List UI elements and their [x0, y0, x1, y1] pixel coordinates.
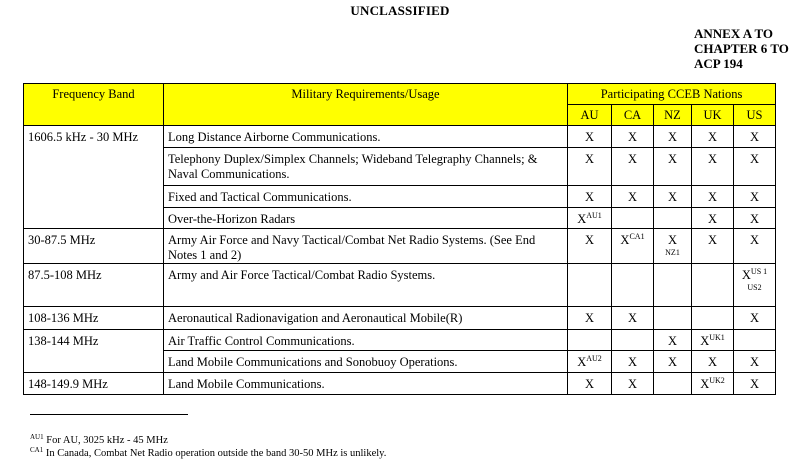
usage-cell: Fixed and Tactical Communications. — [164, 186, 568, 208]
participation-mark: X — [750, 212, 760, 226]
header-frequency-band: Frequency Band — [24, 84, 164, 126]
nation-cell-nz — [654, 307, 692, 330]
participation-mark: X — [750, 377, 760, 391]
nation-cell-uk — [692, 264, 734, 307]
table-row — [24, 373, 776, 395]
footnote-reference: AU1 — [586, 211, 602, 220]
participation-mark: X — [750, 152, 760, 166]
participation-mark: X — [700, 377, 710, 391]
participation-mark: X — [584, 377, 595, 391]
footnote-reference: US 1 — [750, 267, 768, 276]
participation-mark: X — [750, 355, 760, 369]
participation-mark: X — [584, 190, 595, 204]
nation-cell-nz — [654, 373, 692, 395]
usage-cell: Army and Air Force Tactical/Combat Radio Systems. — [164, 264, 568, 307]
nation-cell-ca — [612, 126, 654, 148]
participation-mark: X — [584, 130, 595, 144]
participation-mark: X — [667, 334, 678, 348]
usage-cell: Long Distance Airborne Communications. — [164, 126, 568, 148]
footnote-item — [30, 434, 386, 447]
header-nation-nz: NZ — [654, 105, 692, 126]
nation-cell-nz — [654, 186, 692, 208]
nation-cell-ca — [612, 330, 654, 351]
participation-mark: X — [584, 233, 595, 247]
header-nation-uk: UK — [692, 105, 734, 126]
header-participating-nations: Participating CCEB Nations — [568, 84, 776, 105]
nation-cell-au — [568, 148, 612, 186]
nation-cell-us — [734, 186, 776, 208]
nation-cell-au — [568, 330, 612, 351]
nation-cell-ca — [612, 148, 654, 186]
nation-cell-nz — [654, 330, 692, 351]
nation-cell-us — [734, 307, 776, 330]
nation-cell-us — [734, 373, 776, 395]
frequency-band-cell: 30-87.5 MHz — [24, 229, 164, 264]
participation-mark: X — [750, 233, 760, 247]
participation-mark: X — [741, 268, 751, 282]
header-nation-ca: CA — [612, 105, 654, 126]
frequency-band-cell: 108-136 MHz — [24, 307, 164, 330]
table-row — [24, 264, 776, 307]
participation-mark: X — [584, 152, 595, 166]
nation-cell-nz — [654, 229, 692, 264]
usage-cell: Telephony Duplex/Simplex Channels; Wideband Telegraphy Channels; & Naval Communications. — [164, 148, 568, 186]
participation-mark: X — [707, 355, 718, 369]
frequency-band-cell: 87.5-108 MHz — [24, 264, 164, 307]
participation-mark: X — [667, 190, 678, 204]
table-row — [24, 126, 776, 148]
nation-cell-us — [734, 264, 776, 307]
nation-cell-us — [734, 330, 776, 351]
annex-reference — [694, 26, 789, 71]
participation-mark: X — [750, 190, 760, 204]
nation-cell-uk — [692, 373, 734, 395]
nation-cell-ca — [612, 307, 654, 330]
participation-mark: X — [667, 130, 678, 144]
frequency-band-cell: 1606.5 kHz - 30 MHz — [24, 126, 164, 229]
table-row — [24, 307, 776, 330]
nation-cell-uk — [692, 208, 734, 229]
nation-cell-ca — [612, 351, 654, 373]
footnote-reference: UK1 — [709, 333, 725, 342]
footnote-item — [30, 447, 386, 460]
participation-mark: X — [627, 130, 638, 144]
participation-mark: X — [700, 334, 710, 348]
frequency-band-cell: 148-149.9 MHz — [24, 373, 164, 395]
nation-cell-us — [734, 126, 776, 148]
frequency-allocation-table — [23, 83, 776, 395]
nation-cell-uk — [692, 126, 734, 148]
nation-cell-ca — [612, 186, 654, 208]
nation-cell-nz — [654, 351, 692, 373]
footnote-text: In Canada, Combat Net Radio operation outside the band 30-50 MHz is unlikely. — [43, 448, 387, 459]
nation-cell-uk — [692, 229, 734, 264]
participation-mark: X — [627, 355, 638, 369]
usage-cell: Army Air Force and Navy Tactical/Combat Net Radio Systems. (See End Notes 1 and 2) — [164, 229, 568, 264]
usage-cell: Over-the-Horizon Radars — [164, 208, 568, 229]
nation-cell-au — [568, 229, 612, 264]
participation-mark: X — [667, 152, 678, 166]
table-row — [24, 330, 776, 351]
header-nation-au: AU — [568, 105, 612, 126]
participation-mark: X — [707, 130, 718, 144]
nation-cell-uk — [692, 307, 734, 330]
header-row-1 — [24, 84, 776, 105]
participation-mark: X — [750, 311, 760, 325]
footnote-mark: CA1 — [30, 446, 44, 454]
participation-mark: X — [707, 152, 718, 166]
annex-line-1: ANNEX A TO — [694, 26, 773, 41]
nation-cell-uk — [692, 186, 734, 208]
nation-cell-nz — [654, 264, 692, 307]
participation-mark: X — [667, 355, 678, 369]
participation-mark: X — [620, 233, 630, 247]
nation-cell-au — [568, 186, 612, 208]
nation-cell-au — [568, 351, 612, 373]
nation-cell-us — [734, 148, 776, 186]
participation-mark: X — [707, 190, 718, 204]
participation-mark: X — [627, 190, 638, 204]
participation-mark: X — [707, 212, 718, 226]
nation-cell-us — [734, 229, 776, 264]
nation-cell-nz — [654, 148, 692, 186]
participation-mark: X — [577, 355, 587, 369]
footnote-reference: AU2 — [586, 354, 602, 363]
participation-mark: X — [584, 311, 595, 325]
footnote-mark: AU1 — [30, 433, 44, 441]
usage-cell: Land Mobile Communications. — [164, 373, 568, 395]
nation-cell-au — [568, 126, 612, 148]
footnote-divider — [30, 414, 188, 415]
header-military-usage: Military Requirements/Usage — [164, 84, 568, 126]
nation-cell-au — [568, 208, 612, 229]
table-row — [24, 229, 776, 264]
participation-mark: X — [577, 212, 587, 226]
footnote-reference-below: NZ1 — [665, 248, 680, 257]
usage-cell: Land Mobile Communications and Sonobuoy Operations. — [164, 351, 568, 373]
footnote-text: For AU, 3025 kHz - 45 MHz — [43, 435, 168, 446]
nation-cell-au — [568, 307, 612, 330]
nation-cell-us — [734, 351, 776, 373]
participation-mark: X — [750, 130, 760, 144]
footnote-reference: CA1 — [629, 232, 645, 241]
footnotes — [30, 434, 386, 460]
nation-cell-ca — [612, 208, 654, 229]
nation-cell-au — [568, 373, 612, 395]
participation-mark: X — [667, 233, 678, 247]
participation-mark: X — [627, 377, 638, 391]
usage-cell: Air Traffic Control Communications. — [164, 330, 568, 351]
participation-mark: X — [627, 152, 638, 166]
nation-cell-uk — [692, 330, 734, 351]
nation-cell-uk — [692, 351, 734, 373]
footnote-reference: UK2 — [709, 376, 725, 385]
annex-line-2: CHAPTER 6 TO — [694, 41, 789, 56]
footnote-reference-below: US2 — [747, 283, 762, 292]
participation-mark: X — [707, 233, 718, 247]
frequency-band-cell: 138-144 MHz — [24, 330, 164, 373]
nation-cell-nz — [654, 208, 692, 229]
annex-line-3: ACP 194 — [694, 56, 743, 71]
nation-cell-uk — [692, 148, 734, 186]
nation-cell-ca — [612, 264, 654, 307]
classification-banner: UNCLASSIFIED — [350, 3, 450, 18]
nation-cell-us — [734, 208, 776, 229]
nation-cell-ca — [612, 373, 654, 395]
nation-cell-nz — [654, 126, 692, 148]
participation-mark: X — [627, 311, 638, 325]
usage-cell: Aeronautical Radionavigation and Aeronautical Mobile(R) — [164, 307, 568, 330]
header-nation-us: US — [734, 105, 776, 126]
nation-cell-ca — [612, 229, 654, 264]
nation-cell-au — [568, 264, 612, 307]
